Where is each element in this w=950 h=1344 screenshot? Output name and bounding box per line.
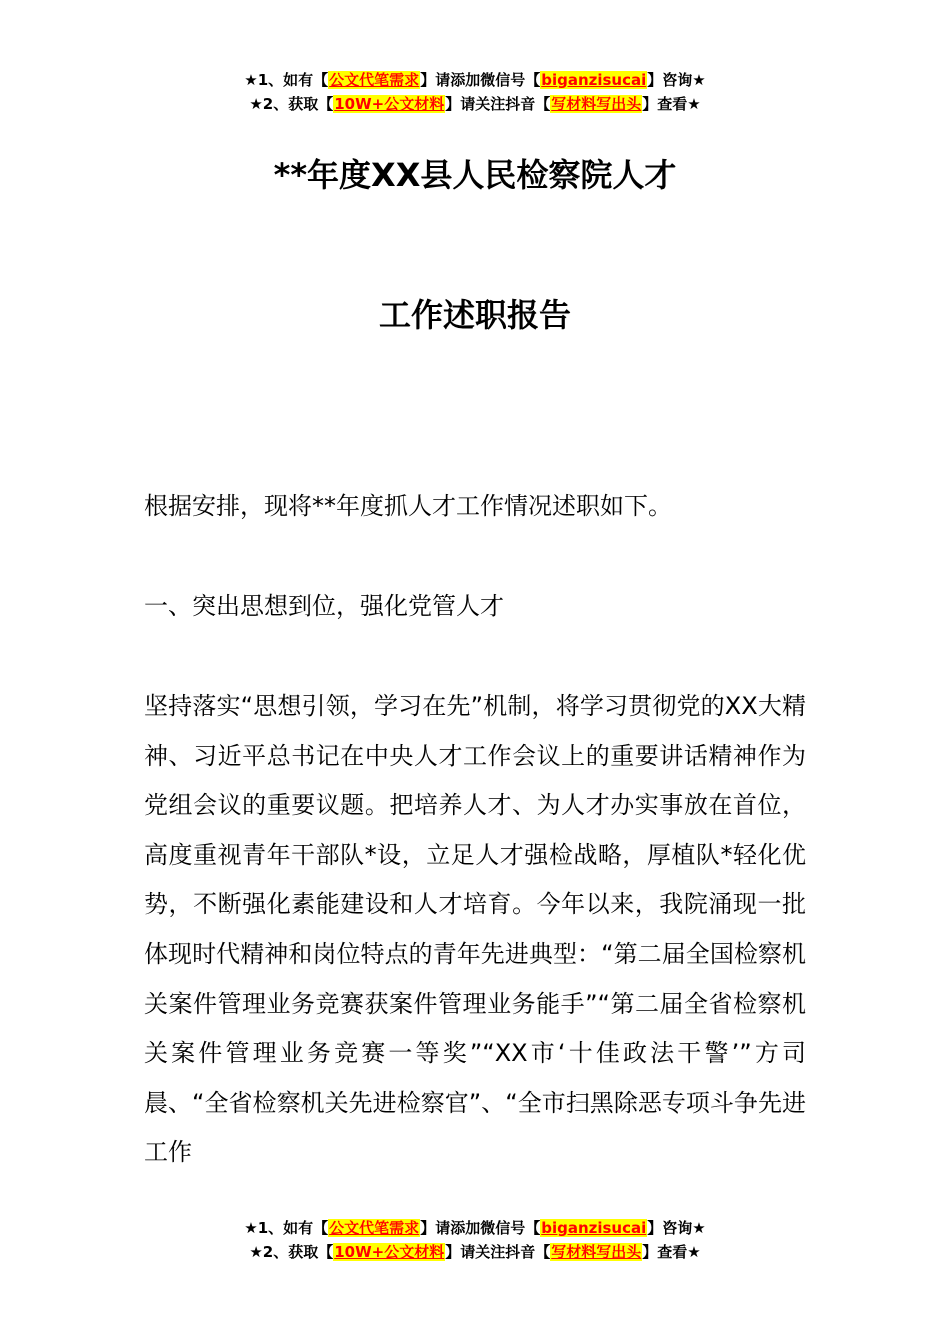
promo-text: 】查看★ [642, 95, 701, 113]
section-heading: 一、突出思想到位，强化党管人才 [144, 592, 504, 620]
promo-highlight: 公文代笔需求 [329, 1219, 420, 1237]
promo-line-2 [0, 92, 950, 116]
body-paragraph: 坚持落实“思想引领，学习在先”机制，将学习贯彻党的XX大精神、习近平总书记在中央人才工作会议上的重要讲话精神作为党组会议的重要议题。把培养人才、为人才办实事放在首位，高度重视青年干部队*设，立足人才强检战略，厚植队*轻化优势，不断强化素能建设和人才培育。今年以来，我院涌现一批体现时代精神和岗位特点的青年先进典型：“第二届全国检察机关案件管理业务竞赛获案件管理业务能手”“第二届全省检察机关案件管理业务竞赛一等奖”“XX市‘十佳政法干警’”方司晨、“全省检察机关先进检察官”、“全市扫黑除恶专项斗争先进工作 [144, 692, 806, 1167]
promo-text: ★2、获取【 [249, 1243, 334, 1261]
intro-paragraph: 根据安排，现将**年度抓人才工作情况述职如下。 [144, 492, 672, 520]
promo-text: 】请关注抖音【 [445, 1243, 551, 1261]
promo-line-2 [0, 1240, 950, 1264]
document-title-line-1: **年度XX县人民检察院人才 [273, 156, 677, 194]
promo-text: 】请添加微信号【 [420, 71, 541, 89]
promo-text: ★1、如有【 [244, 71, 329, 89]
promo-text: 】咨询★ [647, 1219, 706, 1237]
promo-text: 】咨询★ [647, 71, 706, 89]
douyin-id-highlight: 写材料写出头 [551, 1243, 642, 1261]
promo-highlight: 10W+公文材料 [334, 1243, 445, 1261]
promo-highlight: 10W+公文材料 [334, 95, 445, 113]
wechat-id-highlight: biganzisucai [541, 1219, 647, 1237]
wechat-id-highlight: biganzisucai [541, 71, 647, 89]
promo-text: ★1、如有【 [244, 1219, 329, 1237]
document-title-line-2: 工作述职报告 [378, 296, 571, 334]
promo-banner-top [0, 68, 950, 116]
promo-text: ★2、获取【 [249, 95, 334, 113]
promo-text: 】查看★ [642, 1243, 701, 1261]
promo-highlight: 公文代笔需求 [329, 71, 420, 89]
douyin-id-highlight: 写材料写出头 [551, 95, 642, 113]
promo-line-1 [0, 68, 950, 92]
promo-text: 】请添加微信号【 [420, 1219, 541, 1237]
promo-text: 】请关注抖音【 [445, 95, 551, 113]
promo-banner-bottom [0, 1216, 950, 1264]
promo-line-1 [0, 1216, 950, 1240]
